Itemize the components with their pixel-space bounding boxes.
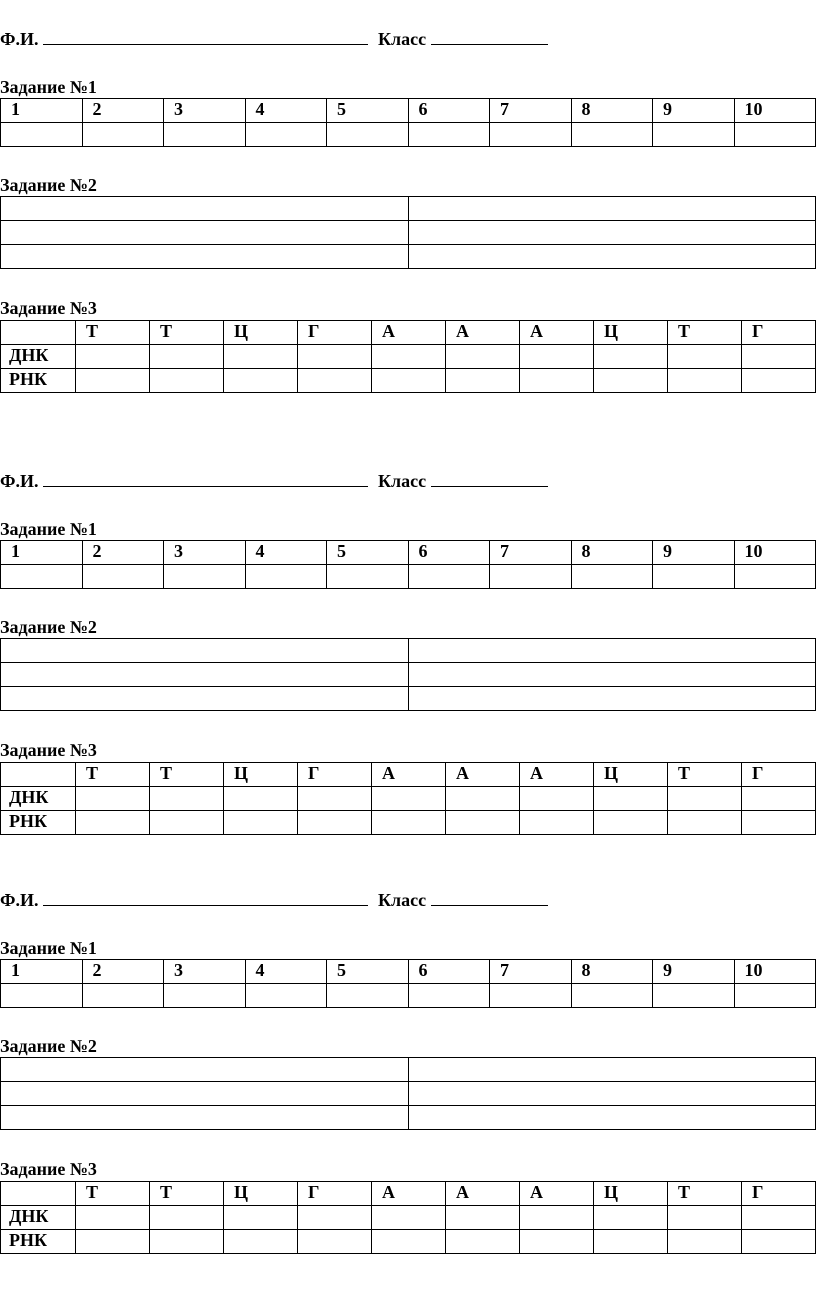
task3-answer-cell[interactable]: [372, 1230, 446, 1254]
task1-answer-cell[interactable]: [653, 123, 735, 147]
task3-title: Задание №3: [0, 740, 97, 760]
task3-nucleotide-cell: Г: [298, 1182, 372, 1206]
task2-row: [1, 1058, 816, 1082]
task3-row-label: ДНК: [1, 787, 76, 811]
task3-nucleotide-cell: А: [520, 1182, 594, 1206]
name-field[interactable]: [43, 470, 368, 487]
task3-answer-cell[interactable]: [446, 369, 520, 393]
task1-header-row: [1, 541, 816, 565]
task3-answer-cell[interactable]: [668, 369, 742, 393]
name-class-line: [0, 28, 548, 49]
task1-answer-cell[interactable]: [571, 984, 653, 1008]
name-class-line: [0, 470, 548, 491]
task3-answer-cell[interactable]: [520, 787, 594, 811]
task3-nucleotide-cell: А: [520, 763, 594, 787]
task3-row: [1, 787, 816, 811]
task1-answer-cell[interactable]: [653, 565, 735, 589]
task3-answer-cell[interactable]: [298, 811, 372, 835]
task3-nucleotide-cell: Т: [150, 763, 224, 787]
task3-answer-cell[interactable]: [150, 345, 224, 369]
task3-answer-cell[interactable]: [446, 1206, 520, 1230]
task3-answer-cell[interactable]: [594, 787, 668, 811]
task3-answer-cell[interactable]: [742, 787, 816, 811]
task3-answer-cell[interactable]: [150, 1230, 224, 1254]
task3-nucleotide-cell: Ц: [594, 1182, 668, 1206]
task1-answer-row: [1, 984, 816, 1008]
task3-answer-cell[interactable]: [298, 1206, 372, 1230]
name-class-line: [0, 889, 548, 910]
task2-right-cell[interactable]: [409, 663, 816, 687]
task1-answer-cell[interactable]: [82, 123, 164, 147]
task3-answer-cell[interactable]: [76, 345, 150, 369]
task3-nucleotide-cell: А: [520, 321, 594, 345]
task3-answer-cell[interactable]: [76, 787, 150, 811]
task3-nucleotide-cell: Т: [76, 321, 150, 345]
task3-answer-cell[interactable]: [224, 1230, 298, 1254]
task2-left-cell[interactable]: [1, 1058, 409, 1082]
task1-answer-cell[interactable]: [82, 984, 164, 1008]
task3-nucleotide-cell: Г: [298, 321, 372, 345]
task3-answer-cell[interactable]: [446, 1230, 520, 1254]
task1-header-cell: 7: [490, 541, 572, 565]
task1-header-cell: 10: [734, 541, 816, 565]
task3-answer-cell[interactable]: [668, 811, 742, 835]
task1-table: [0, 98, 816, 147]
task1-header-cell: 2: [82, 960, 164, 984]
task3-header-row: [1, 321, 816, 345]
task3-answer-cell[interactable]: [224, 345, 298, 369]
class-label: Класс: [377, 29, 427, 49]
task2-left-cell[interactable]: [1, 197, 409, 221]
task3-row-label: ДНК: [1, 345, 76, 369]
task1-header-cell: 9: [653, 99, 735, 123]
task1-header-cell: 7: [490, 99, 572, 123]
task1-answer-cell[interactable]: [82, 565, 164, 589]
class-label: Класс: [377, 890, 427, 910]
class-label: Класс: [377, 471, 427, 491]
class-field[interactable]: [431, 28, 548, 45]
task1-header-cell: 6: [408, 541, 490, 565]
worksheet-1: [0, 28, 816, 448]
task3-answer-cell[interactable]: [150, 1206, 224, 1230]
task1-answer-cell[interactable]: [490, 565, 572, 589]
task3-answer-cell[interactable]: [224, 787, 298, 811]
task2-table: [0, 196, 816, 269]
task3-answer-cell[interactable]: [224, 811, 298, 835]
worksheet-2: [0, 470, 816, 890]
task3-answer-cell[interactable]: [298, 369, 372, 393]
task3-title: Задание №3: [0, 298, 97, 318]
class-field[interactable]: [431, 470, 548, 487]
task1-answer-cell[interactable]: [1, 565, 83, 589]
task3-answer-cell[interactable]: [594, 1230, 668, 1254]
task3-nucleotide-cell: Г: [298, 763, 372, 787]
task3-answer-cell[interactable]: [298, 345, 372, 369]
task3-nucleotide-cell: Т: [668, 321, 742, 345]
task1-answer-cell[interactable]: [327, 565, 409, 589]
task1-title: Задание №1: [0, 77, 97, 97]
task1-answer-cell[interactable]: [734, 565, 816, 589]
task3-answer-cell[interactable]: [372, 1206, 446, 1230]
task3-row: [1, 345, 816, 369]
task2-table: [0, 1057, 816, 1130]
task3-answer-cell[interactable]: [76, 369, 150, 393]
task2-right-cell[interactable]: [409, 245, 816, 269]
task2-right-cell[interactable]: [409, 1082, 816, 1106]
task2-title: Задание №2: [0, 175, 97, 195]
name-label: Ф.И.: [0, 471, 39, 491]
task3-answer-cell[interactable]: [520, 1230, 594, 1254]
task3-table: [0, 1181, 816, 1254]
task3-nucleotide-cell: Т: [150, 321, 224, 345]
task3-row: [1, 1206, 816, 1230]
task3-table: [0, 762, 816, 835]
task3-nucleotide-cell: Т: [668, 763, 742, 787]
task1-answer-cell[interactable]: [408, 984, 490, 1008]
task1-title: Задание №1: [0, 519, 97, 539]
task1-answer-cell[interactable]: [164, 565, 246, 589]
task3-header-row: [1, 1182, 816, 1206]
task2-left-cell[interactable]: [1, 221, 409, 245]
task3-row: [1, 369, 816, 393]
task3-answer-cell[interactable]: [742, 1230, 816, 1254]
task1-answer-cell[interactable]: [490, 123, 572, 147]
task2-row: [1, 1106, 816, 1130]
task3-answer-cell[interactable]: [520, 1206, 594, 1230]
task2-row: [1, 1082, 816, 1106]
task3-nucleotide-cell: Ц: [224, 321, 298, 345]
task2-left-cell[interactable]: [1, 663, 409, 687]
task3-nucleotide-cell: Г: [742, 763, 816, 787]
task3-title: Задание №3: [0, 1159, 97, 1179]
task1-header-cell: 4: [245, 541, 327, 565]
task3-table: [0, 320, 816, 393]
task2-right-cell[interactable]: [409, 687, 816, 711]
task1-header-cell: 3: [164, 960, 246, 984]
task1-answer-cell[interactable]: [571, 123, 653, 147]
task1-header-cell: 9: [653, 960, 735, 984]
task3-row-label: РНК: [1, 811, 76, 835]
task1-answer-cell[interactable]: [490, 984, 572, 1008]
task3-nucleotide-cell: Т: [150, 1182, 224, 1206]
task3-nucleotide-cell: Г: [742, 321, 816, 345]
task3-answer-cell[interactable]: [372, 345, 446, 369]
task1-answer-cell[interactable]: [1, 123, 83, 147]
task3-answer-cell[interactable]: [520, 369, 594, 393]
task2-row: [1, 221, 816, 245]
task3-answer-cell[interactable]: [76, 811, 150, 835]
task1-header-cell: 8: [571, 99, 653, 123]
name-field[interactable]: [43, 889, 368, 906]
task2-left-cell[interactable]: [1, 245, 409, 269]
name-label: Ф.И.: [0, 29, 39, 49]
task3-row-label: РНК: [1, 369, 76, 393]
task2-table: [0, 638, 816, 711]
task1-header-cell: 5: [327, 960, 409, 984]
task2-right-cell[interactable]: [409, 221, 816, 245]
task3-row: [1, 1230, 816, 1254]
task3-nucleotide-cell: Ц: [594, 763, 668, 787]
task3-nucleotide-cell: А: [372, 763, 446, 787]
task1-header-cell: 1: [1, 99, 83, 123]
task3-answer-cell[interactable]: [520, 811, 594, 835]
task1-header-cell: 3: [164, 99, 246, 123]
task2-title: Задание №2: [0, 1036, 97, 1056]
task2-row: [1, 197, 816, 221]
task1-answer-cell[interactable]: [571, 565, 653, 589]
task1-header-cell: 9: [653, 541, 735, 565]
task3-answer-cell[interactable]: [594, 1206, 668, 1230]
task3-nucleotide-cell: Т: [76, 1182, 150, 1206]
task1-header-cell: 1: [1, 541, 83, 565]
task1-answer-cell[interactable]: [408, 565, 490, 589]
task3-answer-cell[interactable]: [742, 345, 816, 369]
task3-corner-cell: [1, 1182, 76, 1206]
task3-row: [1, 811, 816, 835]
task3-answer-cell[interactable]: [76, 1206, 150, 1230]
task2-title: Задание №2: [0, 617, 97, 637]
task2-left-cell[interactable]: [1, 639, 409, 663]
task2-row: [1, 639, 816, 663]
task3-answer-cell[interactable]: [668, 345, 742, 369]
task3-answer-cell[interactable]: [150, 811, 224, 835]
task2-row: [1, 687, 816, 711]
task3-answer-cell[interactable]: [298, 787, 372, 811]
task3-answer-cell[interactable]: [372, 369, 446, 393]
task1-header-row: [1, 99, 816, 123]
task2-left-cell[interactable]: [1, 687, 409, 711]
task3-answer-cell[interactable]: [594, 811, 668, 835]
task1-answer-cell[interactable]: [164, 123, 246, 147]
task1-header-cell: 4: [245, 960, 327, 984]
task3-answer-cell[interactable]: [224, 1206, 298, 1230]
worksheet-3: [0, 889, 816, 1309]
task3-corner-cell: [1, 763, 76, 787]
task3-header-row: [1, 763, 816, 787]
name-label: Ф.И.: [0, 890, 39, 910]
task1-answer-cell[interactable]: [1, 984, 83, 1008]
task3-nucleotide-cell: А: [446, 1182, 520, 1206]
task1-header-cell: 8: [571, 541, 653, 565]
task1-header-cell: 3: [164, 541, 246, 565]
task1-header-cell: 2: [82, 541, 164, 565]
task3-answer-cell[interactable]: [742, 811, 816, 835]
task3-nucleotide-cell: А: [372, 1182, 446, 1206]
task1-header-cell: 5: [327, 541, 409, 565]
task3-nucleotide-cell: А: [372, 321, 446, 345]
task3-nucleotide-cell: Ц: [594, 321, 668, 345]
task3-answer-cell[interactable]: [594, 345, 668, 369]
task1-answer-row: [1, 565, 816, 589]
task1-answer-cell[interactable]: [164, 984, 246, 1008]
task3-answer-cell[interactable]: [224, 369, 298, 393]
task3-answer-cell[interactable]: [150, 369, 224, 393]
task3-nucleotide-cell: Г: [742, 1182, 816, 1206]
task1-header-cell: 2: [82, 99, 164, 123]
task1-answer-cell[interactable]: [653, 984, 735, 1008]
task2-left-cell[interactable]: [1, 1106, 409, 1130]
task1-header-cell: 5: [327, 99, 409, 123]
task3-nucleotide-cell: А: [446, 763, 520, 787]
task1-header-cell: 8: [571, 960, 653, 984]
name-field[interactable]: [43, 28, 368, 45]
task1-answer-cell[interactable]: [327, 984, 409, 1008]
task3-answer-cell[interactable]: [446, 811, 520, 835]
task2-right-cell[interactable]: [409, 1058, 816, 1082]
task3-answer-cell[interactable]: [594, 369, 668, 393]
task3-answer-cell[interactable]: [76, 1230, 150, 1254]
task2-right-cell[interactable]: [409, 639, 816, 663]
task1-header-cell: 10: [734, 960, 816, 984]
task3-answer-cell[interactable]: [742, 369, 816, 393]
task3-row-label: РНК: [1, 1230, 76, 1254]
task3-corner-cell: [1, 321, 76, 345]
task1-answer-cell[interactable]: [245, 123, 327, 147]
task3-row-label: ДНК: [1, 1206, 76, 1230]
task3-nucleotide-cell: Т: [76, 763, 150, 787]
task1-header-cell: 6: [408, 960, 490, 984]
task3-nucleotide-cell: Ц: [224, 1182, 298, 1206]
task3-answer-cell[interactable]: [742, 1206, 816, 1230]
task1-header-cell: 6: [408, 99, 490, 123]
task1-header-cell: 1: [1, 960, 83, 984]
task3-answer-cell[interactable]: [668, 787, 742, 811]
class-field[interactable]: [431, 889, 548, 906]
task2-right-cell[interactable]: [409, 197, 816, 221]
task3-answer-cell[interactable]: [668, 1206, 742, 1230]
task1-answer-cell[interactable]: [408, 123, 490, 147]
task1-header-row: [1, 960, 816, 984]
task1-table: [0, 540, 816, 589]
task3-nucleotide-cell: Т: [668, 1182, 742, 1206]
task3-answer-cell[interactable]: [372, 787, 446, 811]
task1-answer-cell[interactable]: [245, 984, 327, 1008]
task1-table: [0, 959, 816, 1008]
task1-header-cell: 7: [490, 960, 572, 984]
task3-nucleotide-cell: А: [446, 321, 520, 345]
task3-answer-cell[interactable]: [150, 787, 224, 811]
task1-header-cell: 4: [245, 99, 327, 123]
task1-answer-row: [1, 123, 816, 147]
task1-answer-cell[interactable]: [734, 123, 816, 147]
task1-answer-cell[interactable]: [245, 565, 327, 589]
task1-title: Задание №1: [0, 938, 97, 958]
task3-nucleotide-cell: Ц: [224, 763, 298, 787]
task3-answer-cell[interactable]: [668, 1230, 742, 1254]
task1-header-cell: 10: [734, 99, 816, 123]
task2-row: [1, 245, 816, 269]
task3-answer-cell[interactable]: [520, 345, 594, 369]
task2-right-cell[interactable]: [409, 1106, 816, 1130]
task3-answer-cell[interactable]: [446, 787, 520, 811]
task3-answer-cell[interactable]: [372, 811, 446, 835]
task1-answer-cell[interactable]: [734, 984, 816, 1008]
task3-answer-cell[interactable]: [298, 1230, 372, 1254]
task2-left-cell[interactable]: [1, 1082, 409, 1106]
task1-answer-cell[interactable]: [327, 123, 409, 147]
task2-row: [1, 663, 816, 687]
task3-answer-cell[interactable]: [446, 345, 520, 369]
